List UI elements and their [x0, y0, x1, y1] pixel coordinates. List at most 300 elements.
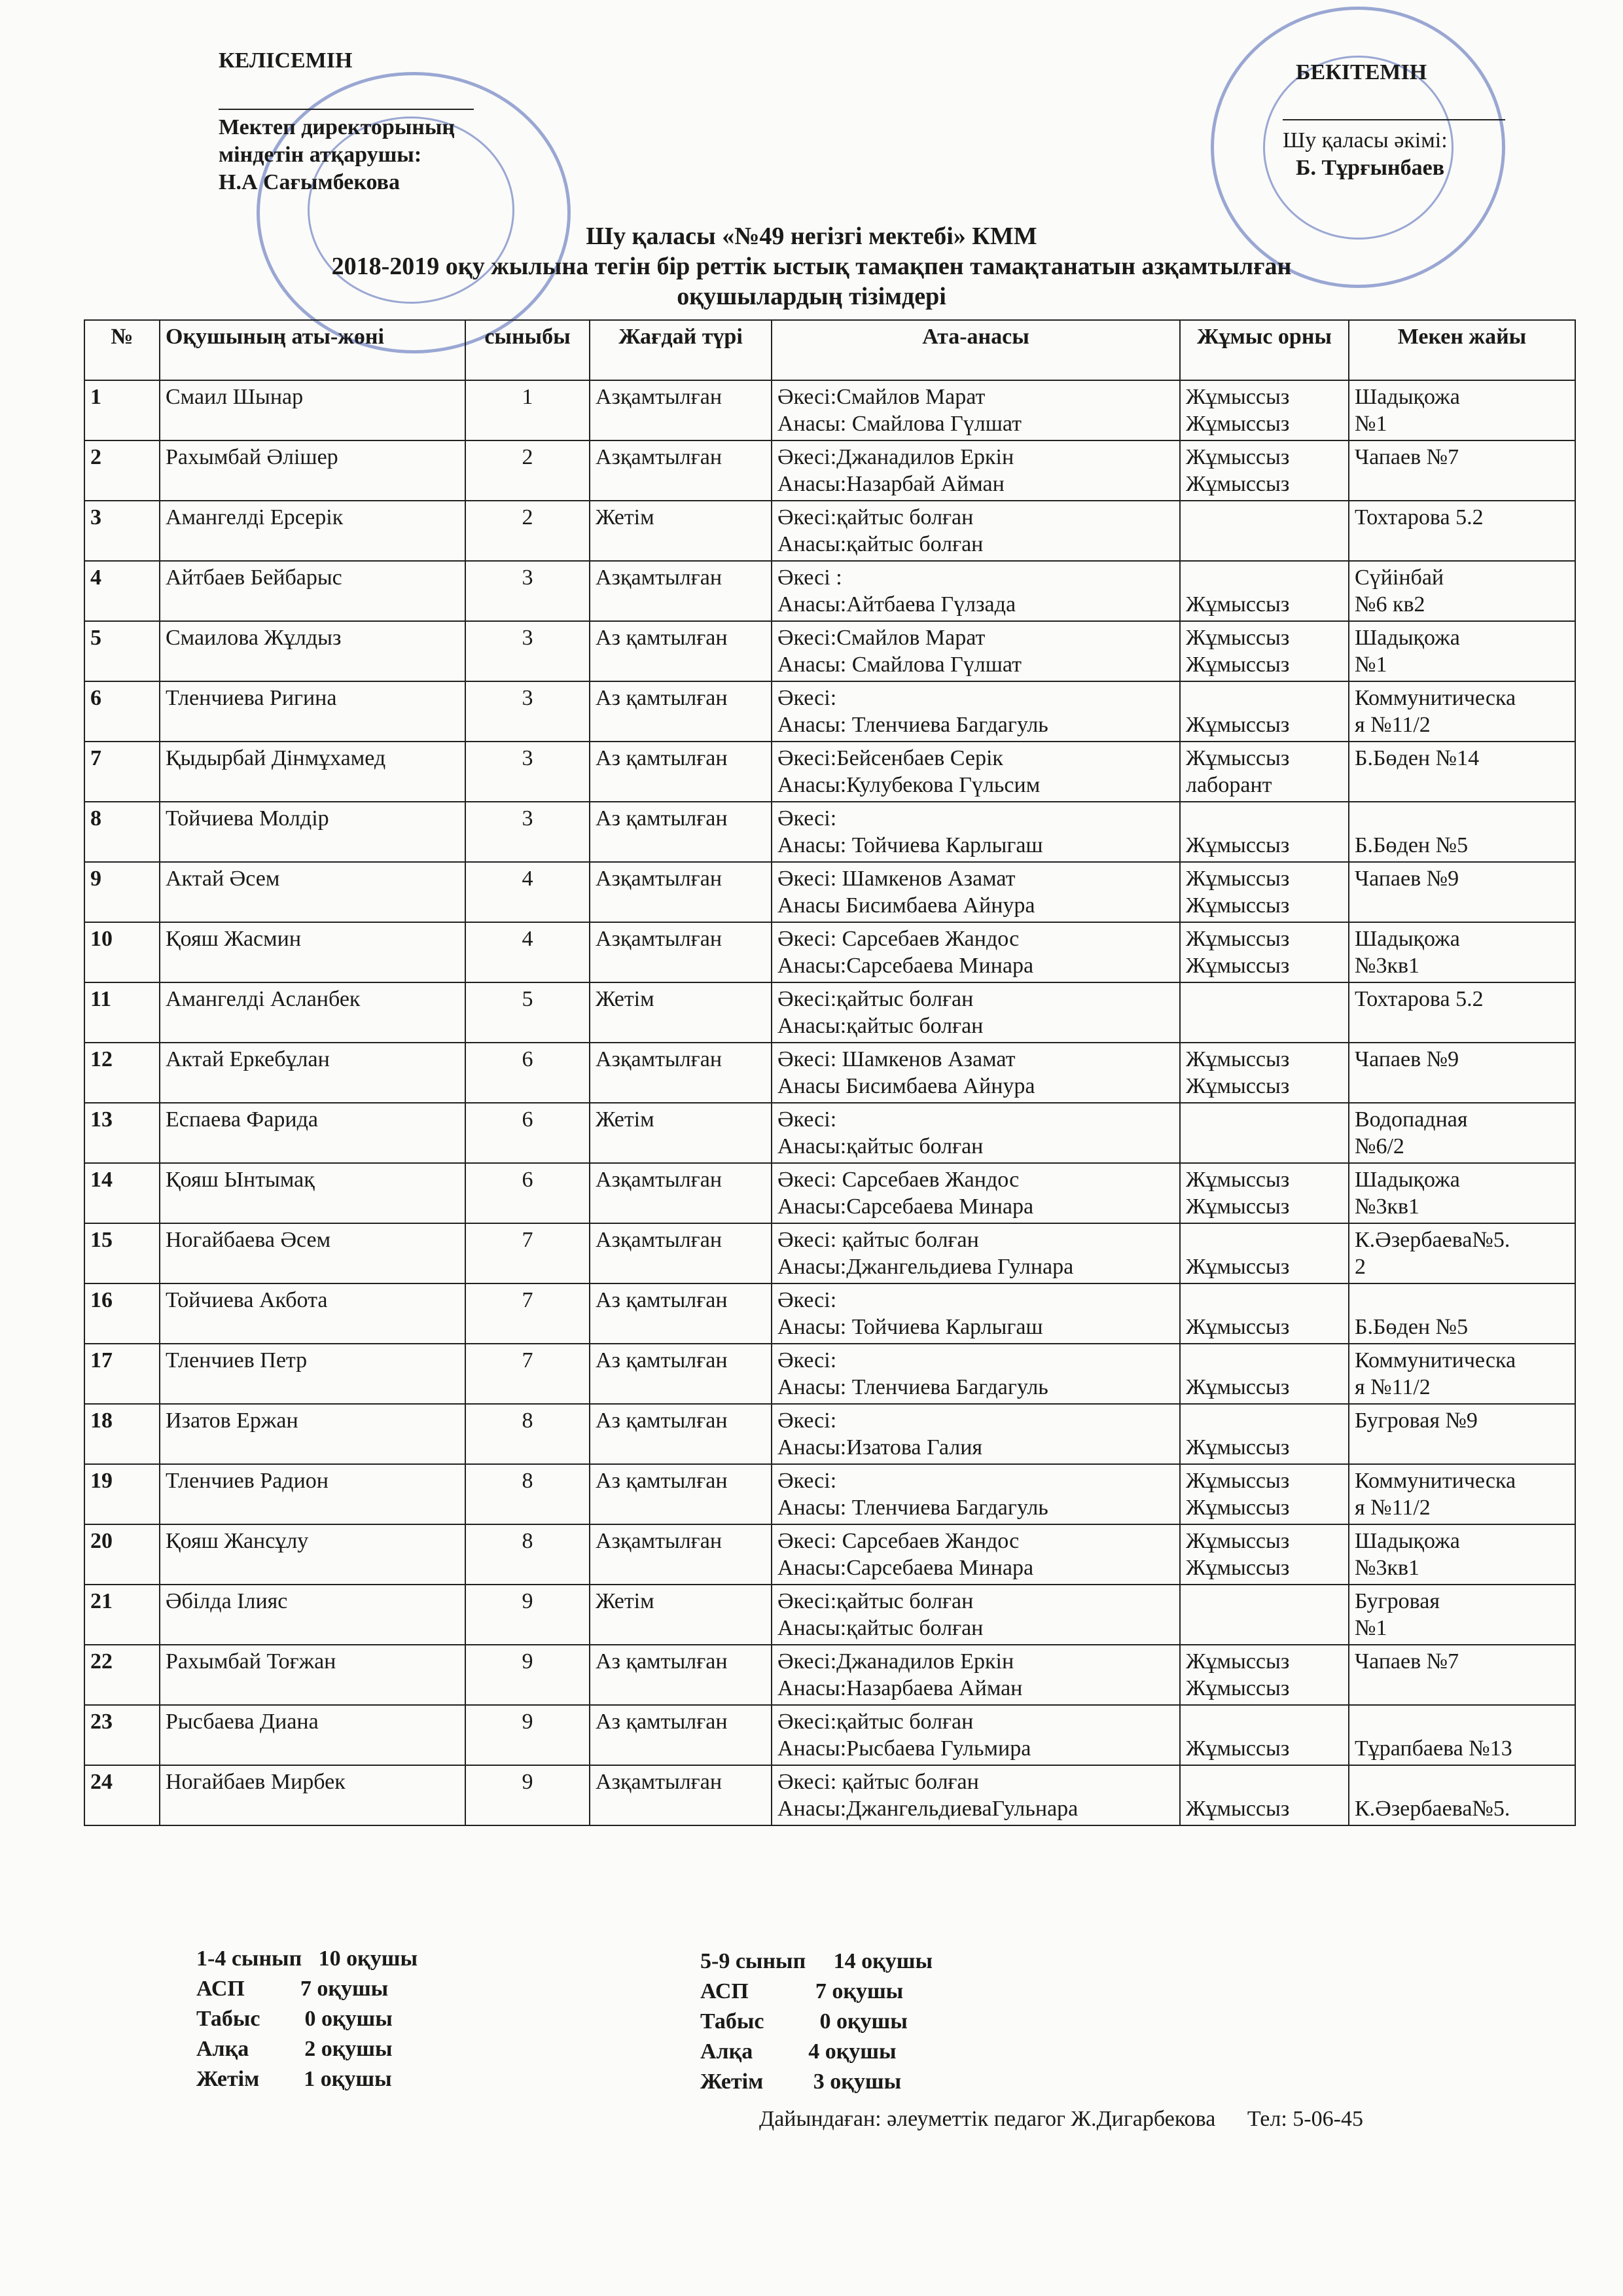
cell-address — [1349, 1344, 1575, 1404]
cell-status-line: Азқамтылған — [596, 565, 722, 590]
cell-parents-line: Әкесі: — [777, 1288, 837, 1312]
cell-address-line: К.Әзербаева№5. — [1355, 1228, 1510, 1252]
cell-work-line — [1186, 504, 1343, 531]
cell-parents — [772, 862, 1180, 922]
cell-status-line: Азқамтылған — [596, 1228, 722, 1252]
cell-grade-line: 7 — [522, 1228, 533, 1252]
cell-address-line: Водопадная — [1355, 1107, 1468, 1132]
table-row — [84, 1163, 1575, 1223]
telephone: Тел: 5-06-45 — [1247, 2107, 1363, 2131]
table-row — [84, 802, 1575, 862]
cell-work — [1180, 501, 1349, 561]
cell-status-line: Аз қамтылған — [596, 626, 728, 650]
cell-parents-line: Анасы Бисимбаева Айнура — [777, 893, 1035, 918]
cell-address-line — [1355, 772, 1569, 798]
summary-right-line: Алқа 4 оқушы — [700, 2039, 897, 2064]
cell-status-line: Аз қамтылған — [596, 1348, 728, 1372]
cell-status — [590, 802, 772, 862]
cell-address — [1349, 561, 1575, 621]
cell-address — [1349, 1585, 1575, 1645]
table-row — [84, 1645, 1575, 1705]
cell-grade — [465, 922, 590, 982]
cell-address-line: №1 — [1355, 1616, 1387, 1640]
cell-status — [590, 1765, 772, 1825]
cell-address-line — [1355, 1073, 1569, 1100]
approval-left-title: КЕЛІСЕМІН — [219, 48, 353, 73]
cell-grade — [465, 1585, 590, 1645]
cell-work-line: Жұмыссыз — [1186, 867, 1290, 891]
cell-address-line: я №11/2 — [1355, 713, 1431, 737]
col-header-work: Жұмыс орны — [1180, 320, 1349, 380]
cell-address-line: №1 — [1355, 412, 1387, 436]
col-header-address: Мекен жайы — [1349, 320, 1575, 380]
cell-grade-line: 9 — [522, 1589, 533, 1613]
cell-number-line: 23 — [90, 1710, 113, 1734]
cell-grade — [465, 742, 590, 802]
cell-address-line: Б.Бөден №5 — [1355, 1315, 1469, 1339]
cell-parents-line: Анасы Бисимбаева Айнура — [777, 1074, 1035, 1098]
summary-left-line: АСП 7 оқушы — [196, 1977, 389, 2001]
cell-grade-line: 6 — [522, 1047, 533, 1071]
cell-parents-line: Анасы:Рысбаева Гульмира — [777, 1736, 1031, 1761]
cell-grade — [465, 1043, 590, 1103]
table-row — [84, 1043, 1575, 1103]
cell-name-line: Қояш Ынтымақ — [166, 1168, 315, 1192]
cell-name — [160, 440, 465, 501]
cell-parents — [772, 440, 1180, 501]
cell-number — [84, 1705, 160, 1765]
cell-status-line: Азқамтылған — [596, 445, 722, 469]
cell-name-line: Қояш Жансұлу — [166, 1529, 309, 1553]
cell-work-line: Жұмыссыз — [1186, 1168, 1290, 1192]
cell-status-line: Аз қамтылған — [596, 1649, 728, 1674]
approval-left-signature-line — [219, 75, 474, 110]
cell-address — [1349, 380, 1575, 440]
cell-parents-line: Әкесі:Смайлов Марат — [777, 385, 986, 409]
table-row — [84, 862, 1575, 922]
cell-grade-line: 3 — [522, 626, 533, 650]
title-line-1: Шу қаласы «№49 негізгі мектебі» КММ — [586, 223, 1037, 250]
cell-address-line — [1355, 531, 1569, 558]
cell-name — [160, 982, 465, 1043]
cell-parents — [772, 501, 1180, 561]
cell-number — [84, 621, 160, 681]
cell-status-line: Азқамтылған — [596, 1529, 722, 1553]
cell-address-line: №3кв1 — [1355, 954, 1420, 978]
cell-grade-line: 9 — [522, 1770, 533, 1794]
cell-number-line: 14 — [90, 1168, 113, 1192]
summary-right-line: Жетім 3 оқушы — [700, 2070, 902, 2094]
cell-address — [1349, 621, 1575, 681]
cell-status-line: Аз қамтылған — [596, 1469, 728, 1493]
cell-work-line: Жұмыссыз — [1186, 927, 1290, 951]
cell-work — [1180, 1524, 1349, 1585]
cell-parents-line: Анасы:Изатова Галия — [777, 1435, 983, 1460]
cell-work — [1180, 681, 1349, 742]
cell-grade-line: 1 — [522, 385, 533, 409]
cell-grade-line: 7 — [522, 1348, 533, 1372]
cell-parents-line: Әкесі:қайтыс болған — [777, 1589, 974, 1613]
cell-name-line: Әбілда Ілияс — [166, 1589, 288, 1613]
cell-number — [84, 501, 160, 561]
cell-status — [590, 561, 772, 621]
cell-work-line: Жұмыссыз — [1186, 1556, 1290, 1580]
cell-name — [160, 1344, 465, 1404]
cell-parents — [772, 1645, 1180, 1705]
cell-name — [160, 1464, 465, 1524]
cell-parents-line: Әкесі:Джанадилов Еркін — [777, 445, 1014, 469]
cell-number — [84, 1524, 160, 1585]
cell-work — [1180, 1585, 1349, 1645]
cell-status-line: Аз қамтылған — [596, 1288, 728, 1312]
cell-name-line: Амангелді Асланбек — [166, 987, 361, 1011]
cell-status — [590, 1283, 772, 1344]
cell-number-line: 10 — [90, 927, 113, 951]
cell-name-line: Рахымбай Тоғжан — [166, 1649, 336, 1674]
cell-address-line: Чапаев №7 — [1355, 1649, 1459, 1674]
cell-name — [160, 1404, 465, 1464]
cell-parents-line: Анасы: Смайлова Гүлшат — [777, 412, 1022, 436]
cell-work-line: Жұмыссыз — [1186, 1375, 1290, 1399]
table-row — [84, 681, 1575, 742]
table-row — [84, 501, 1575, 561]
cell-grade — [465, 621, 590, 681]
cell-work-line: Жұмыссыз — [1186, 713, 1290, 737]
cell-address — [1349, 1223, 1575, 1283]
cell-address — [1349, 742, 1575, 802]
cell-name — [160, 621, 465, 681]
table-row — [84, 621, 1575, 681]
cell-address-line — [1355, 1708, 1569, 1735]
cell-parents — [772, 1765, 1180, 1825]
col-header-grade: сыныбы — [465, 320, 590, 380]
cell-address-line: Чапаев №9 — [1355, 1047, 1459, 1071]
cell-grade — [465, 1344, 590, 1404]
cell-status-line: Азқамтылған — [596, 385, 722, 409]
cell-number — [84, 1103, 160, 1163]
cell-address-line: я №11/2 — [1355, 1496, 1431, 1520]
cell-grade-line: 4 — [522, 867, 533, 891]
summary-left-line: Алқа 2 оқушы — [196, 2037, 393, 2061]
cell-parents — [772, 621, 1180, 681]
cell-work-line: Жұмыссыз — [1186, 954, 1290, 978]
table-row — [84, 1283, 1575, 1344]
cell-address — [1349, 681, 1575, 742]
cell-number-line: 20 — [90, 1529, 113, 1553]
cell-address-line: №6/2 — [1355, 1134, 1404, 1158]
cell-parents-line: Анасы:қайтыс болған — [777, 532, 984, 556]
approval-left — [219, 47, 474, 196]
cell-work-line — [1186, 986, 1343, 1013]
cell-number — [84, 1283, 160, 1344]
cell-status — [590, 1043, 772, 1103]
cell-name — [160, 681, 465, 742]
cell-name — [160, 1163, 465, 1223]
cell-parents — [772, 1223, 1180, 1283]
cell-address — [1349, 802, 1575, 862]
cell-number — [84, 1645, 160, 1705]
cell-parents — [772, 1705, 1180, 1765]
cell-status — [590, 1344, 772, 1404]
table-row — [84, 982, 1575, 1043]
cell-status — [590, 1705, 772, 1765]
col-header-number: № — [84, 320, 160, 380]
cell-work-line: Жұмыссыз — [1186, 412, 1290, 436]
cell-parents — [772, 1404, 1180, 1464]
cell-work-line — [1186, 1768, 1343, 1795]
cell-status — [590, 922, 772, 982]
cell-status-line: Жетім — [596, 505, 654, 529]
cell-work-line: Жұмыссыз — [1186, 1649, 1290, 1674]
cell-parents-line: Әкесі: Сарсебаев Жандос — [777, 927, 1020, 951]
cell-status-line: Аз қамтылған — [596, 746, 728, 770]
cell-number — [84, 380, 160, 440]
cell-parents — [772, 982, 1180, 1043]
cell-work-line — [1186, 805, 1343, 832]
table-row — [84, 1585, 1575, 1645]
cell-status — [590, 501, 772, 561]
cell-grade-line: 3 — [522, 565, 533, 590]
cell-grade — [465, 1223, 590, 1283]
cell-grade-line: 7 — [522, 1288, 533, 1312]
cell-name — [160, 922, 465, 982]
cell-name — [160, 561, 465, 621]
cell-name-line: Еспаева Фарида — [166, 1107, 318, 1132]
cell-name-line: Смаилова Жұлдыз — [166, 626, 342, 650]
cell-parents-line: Анасы:Назарбаева Айман — [777, 1676, 1023, 1700]
cell-name — [160, 501, 465, 561]
table-row — [84, 1464, 1575, 1524]
cell-name — [160, 802, 465, 862]
cell-status — [590, 1645, 772, 1705]
cell-address-line: Б.Бөден №14 — [1355, 746, 1480, 770]
prepared-by: Дайындаған: әлеуметтік педагог Ж.Дигарбекова — [759, 2107, 1216, 2131]
table-row — [84, 1404, 1575, 1464]
cell-parents-line: Әкесі: — [777, 1408, 837, 1433]
cell-number-line: 16 — [90, 1288, 113, 1312]
cell-parents-line: Әкесі: — [777, 686, 837, 710]
table-row — [84, 1223, 1575, 1283]
cell-work — [1180, 1283, 1349, 1344]
cell-number-line: 9 — [90, 867, 101, 891]
cell-number-line: 3 — [90, 505, 101, 529]
cell-grade — [465, 1765, 590, 1825]
cell-grade-line: 9 — [522, 1710, 533, 1734]
cell-status-line: Жетім — [596, 1107, 654, 1132]
cell-work-line: Жұмыссыз — [1186, 1435, 1290, 1460]
cell-address-line: Шадықожа — [1355, 927, 1460, 951]
cell-name-line: Тленчиева Ригина — [166, 686, 337, 710]
cell-status — [590, 380, 772, 440]
cell-grade — [465, 1103, 590, 1163]
cell-address-line: Сүйінбай — [1355, 565, 1444, 590]
cell-work-line: Жұмыссыз — [1186, 1676, 1290, 1700]
cell-name-line: Қояш Жасмин — [166, 927, 302, 951]
cell-name — [160, 1765, 465, 1825]
students-table — [84, 319, 1576, 1826]
cell-grade — [465, 982, 590, 1043]
cell-name-line: Тленчиев Петр — [166, 1348, 308, 1372]
cell-number-line: 19 — [90, 1469, 113, 1493]
cell-status — [590, 681, 772, 742]
cell-address-line: №1 — [1355, 653, 1387, 677]
cell-work — [1180, 1765, 1349, 1825]
table-row — [84, 1344, 1575, 1404]
cell-address-line — [1355, 1434, 1569, 1461]
cell-number — [84, 862, 160, 922]
cell-name — [160, 380, 465, 440]
cell-work — [1180, 1103, 1349, 1163]
cell-status-line: Жетім — [596, 1589, 654, 1613]
cell-address — [1349, 1705, 1575, 1765]
cell-name-line: Тойчиева Молдір — [166, 806, 329, 831]
cell-work-line: Жұмыссыз — [1186, 653, 1290, 677]
cell-parents — [772, 1464, 1180, 1524]
cell-parents — [772, 802, 1180, 862]
cell-parents-line: Анасы:қайтыс болған — [777, 1616, 984, 1640]
cell-parents-line: Анасы: Тойчиева Карлыгаш — [777, 833, 1043, 857]
cell-address-line: 2 — [1355, 1255, 1366, 1279]
cell-work — [1180, 802, 1349, 862]
cell-parents — [772, 380, 1180, 440]
table-body — [84, 380, 1575, 1825]
cell-parents-line: Анасы:Назарбай Айман — [777, 472, 1005, 496]
cell-parents-line: Әкесі: — [777, 806, 837, 831]
cell-work-line — [1186, 1287, 1343, 1314]
cell-work-line — [1186, 1407, 1343, 1434]
cell-parents-line: Анасы: Тленчиева Багдагуль — [777, 713, 1048, 737]
cell-grade-line: 8 — [522, 1408, 533, 1433]
cell-number — [84, 1585, 160, 1645]
cell-work — [1180, 862, 1349, 922]
cell-status — [590, 1404, 772, 1464]
cell-work — [1180, 440, 1349, 501]
cell-grade-line: 2 — [522, 505, 533, 529]
cell-work-line: Жұмыссыз — [1186, 1529, 1290, 1553]
cell-name-line: Изатов Ержан — [166, 1408, 298, 1433]
cell-address-line: Тұрапбаева №13 — [1355, 1736, 1512, 1761]
cell-name — [160, 1585, 465, 1645]
cell-parents-line: Анасы: Тленчиева Багдагуль — [777, 1496, 1048, 1520]
cell-parents — [772, 922, 1180, 982]
cell-address — [1349, 982, 1575, 1043]
cell-address-line — [1355, 805, 1569, 832]
cell-name — [160, 862, 465, 922]
summary-right-line: АСП 7 оқушы — [700, 1979, 904, 2003]
cell-grade-line: 4 — [522, 927, 533, 951]
cell-grade — [465, 1464, 590, 1524]
cell-work-line: Жұмыссыз — [1186, 1315, 1290, 1339]
cell-work-line — [1186, 531, 1343, 558]
cell-address-line: К.Әзербаева№5. — [1355, 1797, 1510, 1821]
cell-parents-line: Анасы:Сарсебаева Минара — [777, 1556, 1034, 1580]
cell-number-line: 4 — [90, 565, 101, 590]
cell-address-line: Б.Бөден №5 — [1355, 833, 1469, 857]
summary-left-line: Жетім 1 оқушы — [196, 2067, 392, 2091]
cell-grade — [465, 501, 590, 561]
summary-left — [196, 1944, 418, 2094]
cell-address — [1349, 922, 1575, 982]
approval-left-line-3: Н.А Сағымбекова — [219, 170, 400, 194]
cell-number-line: 13 — [90, 1107, 113, 1132]
cell-grade — [465, 561, 590, 621]
table-row — [84, 561, 1575, 621]
cell-number-line: 5 — [90, 626, 101, 650]
cell-status — [590, 862, 772, 922]
cell-work-line: Жұмыссыз — [1186, 626, 1290, 650]
cell-work-line: Жұмыссыз — [1186, 1255, 1290, 1279]
cell-parents — [772, 1585, 1180, 1645]
cell-grade-line: 8 — [522, 1529, 533, 1553]
cell-address-line: Бугровая — [1355, 1589, 1440, 1613]
cell-address — [1349, 1464, 1575, 1524]
cell-status-line: Азқамтылған — [596, 1168, 722, 1192]
cell-number-line: 6 — [90, 686, 101, 710]
cell-grade — [465, 1404, 590, 1464]
cell-grade-line: 8 — [522, 1469, 533, 1493]
cell-parents-line: Анасы: Тойчиева Карлыгаш — [777, 1315, 1043, 1339]
cell-name-line: Қыдырбай Дінмұхамед — [166, 746, 386, 770]
cell-parents-line: Анасы: Смайлова Гүлшат — [777, 653, 1022, 677]
cell-parents-line: Әкесі:қайтыс болған — [777, 1710, 974, 1734]
col-header-name: Оқушының аты-жөні — [160, 320, 465, 380]
cell-address-line — [1355, 1013, 1569, 1039]
summary-right — [700, 1946, 933, 2097]
cell-work-line — [1186, 1013, 1343, 1039]
cell-name-line: Актай Еркебұлан — [166, 1047, 330, 1071]
cell-address-line: Чапаев №9 — [1355, 867, 1459, 891]
approval-right-line-1: Шу қаласы әкімі: — [1283, 128, 1448, 152]
cell-grade — [465, 1163, 590, 1223]
table-row — [84, 1524, 1575, 1585]
title-line-2: 2018-2019 оқу жылына тегін бір реттік ыстық тамақпен тамақтанатын азқамтылған — [331, 253, 1292, 280]
cell-name-line: Ногайбаева Әсем — [166, 1228, 331, 1252]
cell-work — [1180, 922, 1349, 982]
cell-work-line — [1186, 1588, 1343, 1615]
cell-status — [590, 621, 772, 681]
cell-status-line: Аз қамтылған — [596, 1710, 728, 1734]
table-row — [84, 1705, 1575, 1765]
table-row — [84, 440, 1575, 501]
table-row — [84, 1765, 1575, 1825]
cell-address-line — [1355, 1768, 1569, 1795]
cell-status — [590, 1524, 772, 1585]
cell-grade — [465, 1705, 590, 1765]
cell-number-line: 7 — [90, 746, 101, 770]
cell-work — [1180, 1645, 1349, 1705]
cell-name-line: Айтбаев Бейбарыс — [166, 565, 342, 590]
cell-parents-line: Әкесі: қайтыс болған — [777, 1228, 979, 1252]
cell-name-line: Смаил Шынар — [166, 385, 304, 409]
cell-work-line: Жұмыссыз — [1186, 1074, 1290, 1098]
cell-status-line: Азқамтылған — [596, 927, 722, 951]
cell-number-line: 17 — [90, 1348, 113, 1372]
cell-name — [160, 742, 465, 802]
cell-work — [1180, 561, 1349, 621]
cell-parents — [772, 1043, 1180, 1103]
cell-work-line: Жұмыссыз — [1186, 472, 1290, 496]
cell-work — [1180, 742, 1349, 802]
cell-name — [160, 1524, 465, 1585]
cell-work — [1180, 1223, 1349, 1283]
cell-name-line: Актай Әсем — [166, 867, 280, 891]
cell-work — [1180, 380, 1349, 440]
cell-parents — [772, 1103, 1180, 1163]
cell-number — [84, 922, 160, 982]
cell-name-line: Рахымбай Әлішер — [166, 445, 338, 469]
approval-left-line-2: міндетін атқарушы: — [219, 143, 422, 167]
cell-grade-line: 3 — [522, 686, 533, 710]
